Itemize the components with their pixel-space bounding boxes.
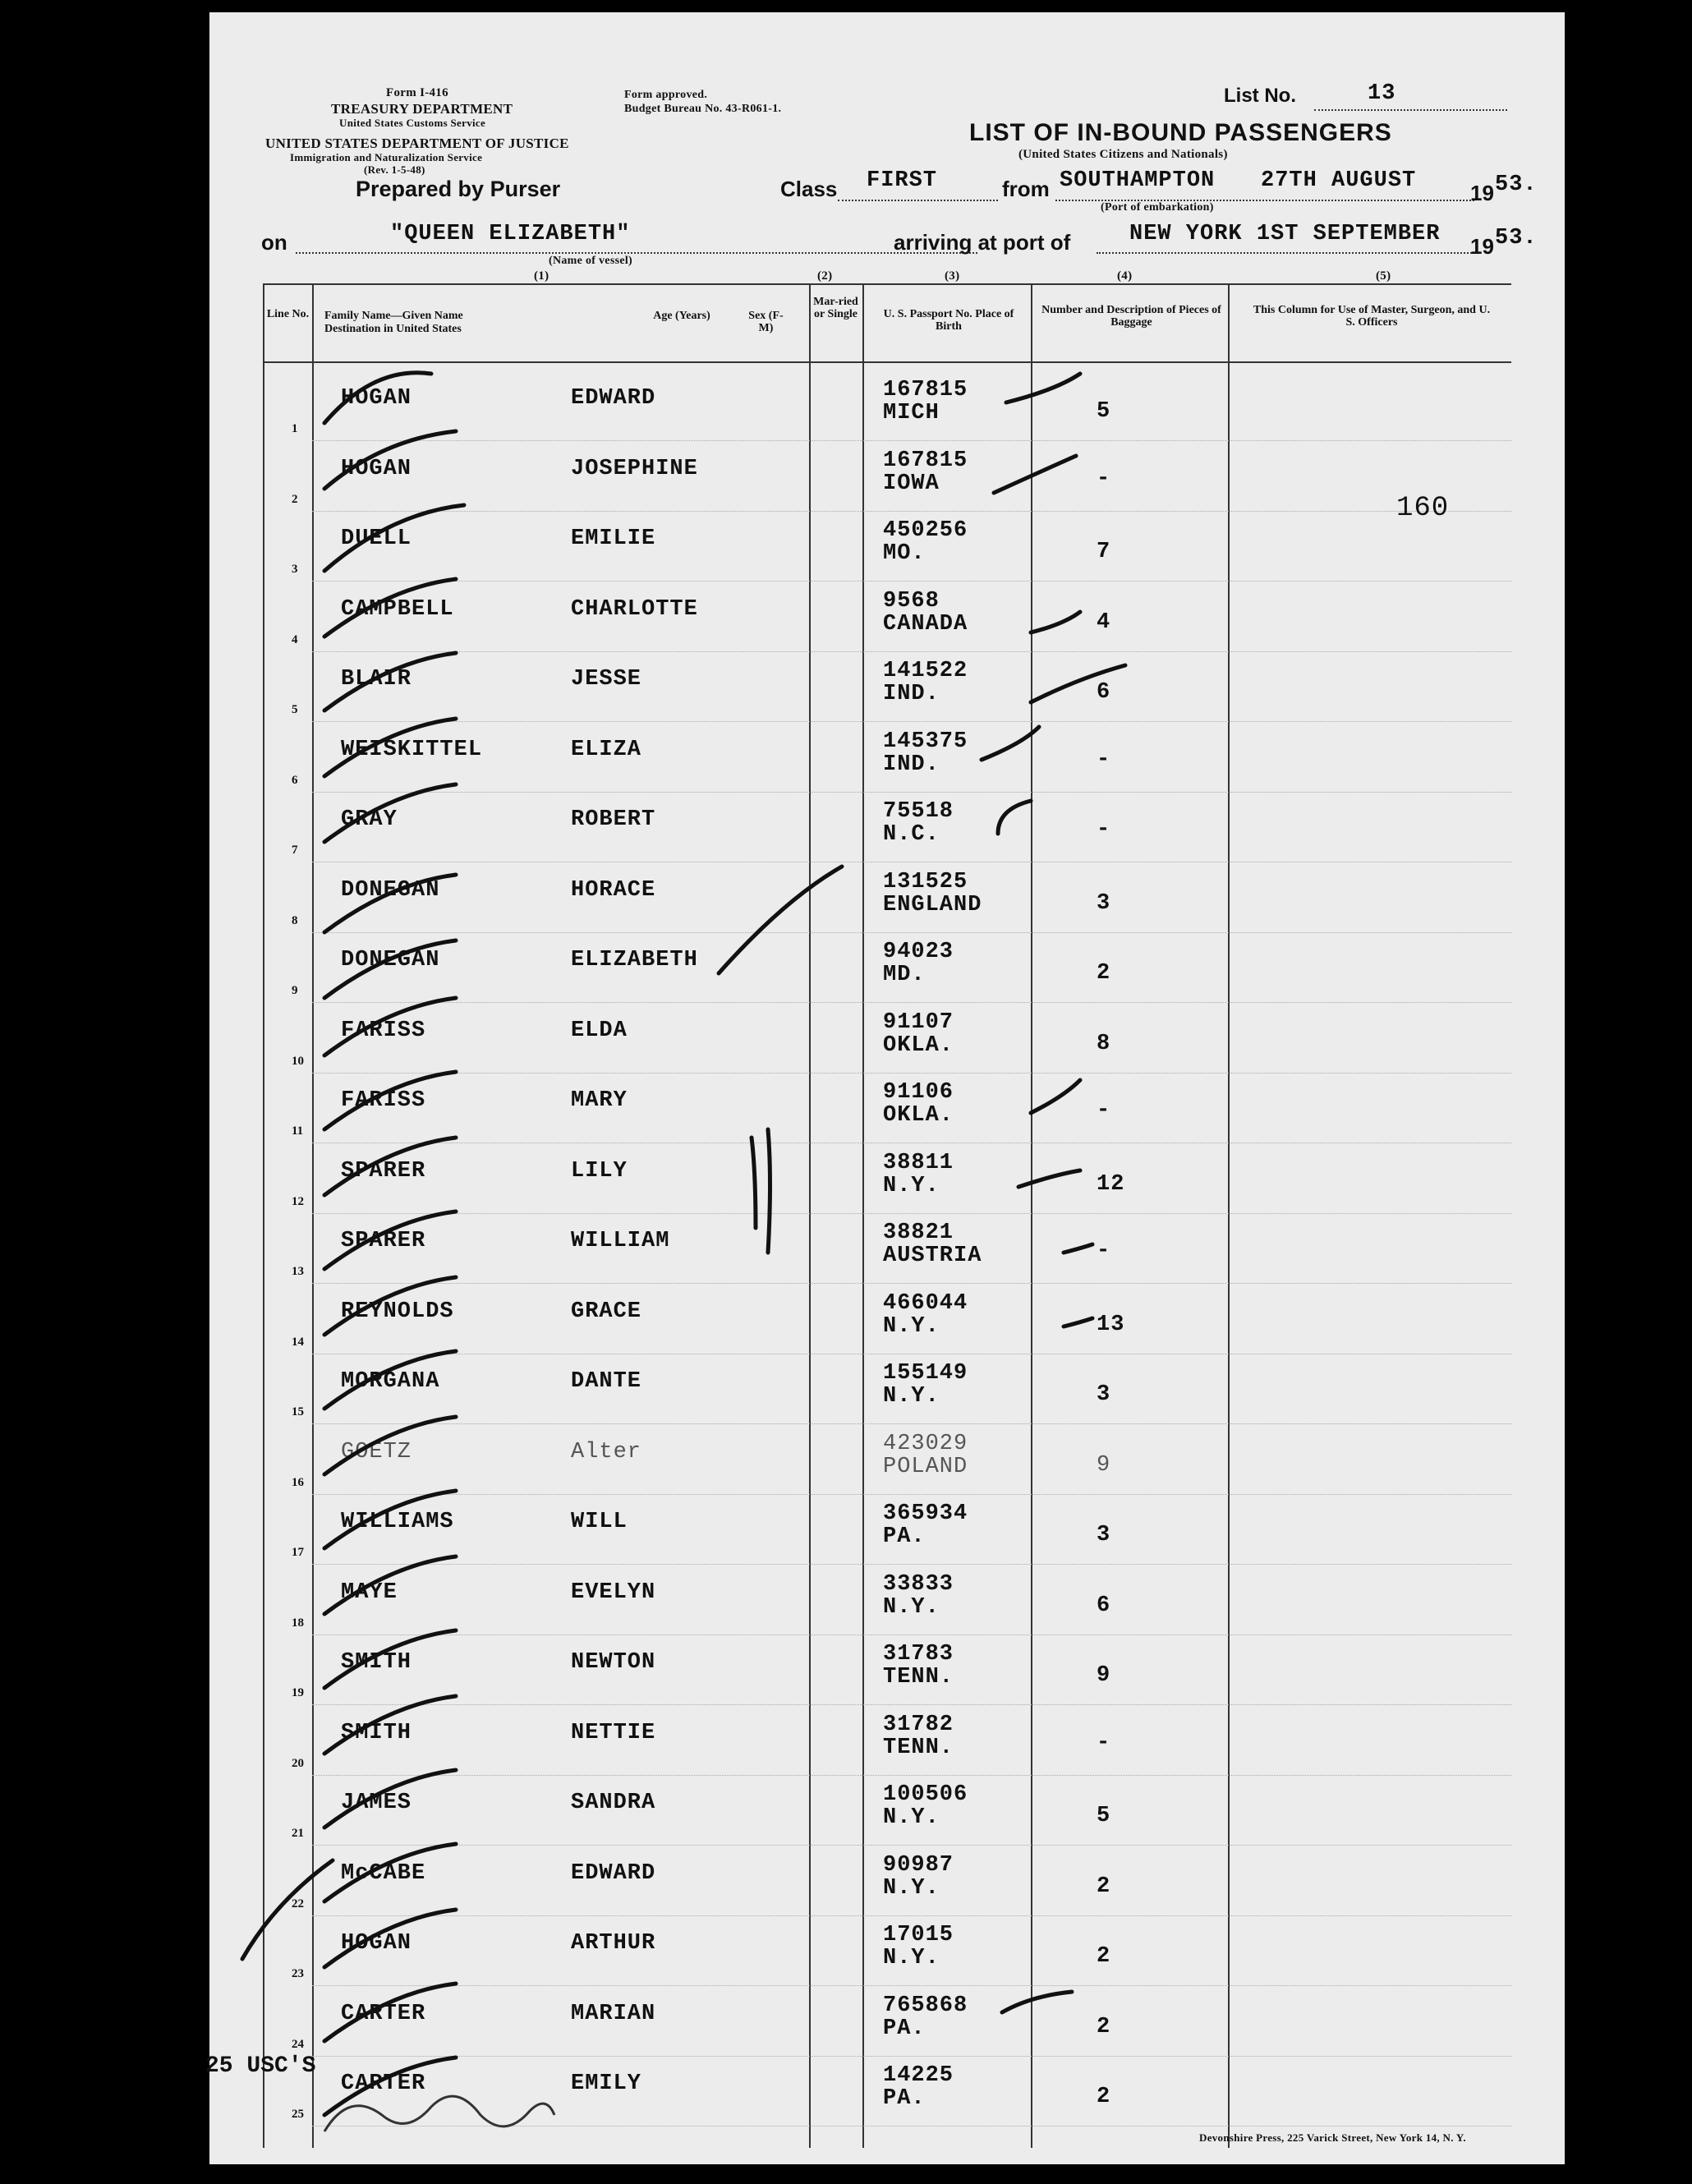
passport-number: 94023 bbox=[883, 940, 954, 964]
baggage-count: 2 bbox=[1097, 1944, 1111, 1969]
given-name: EMILY bbox=[571, 2071, 642, 2096]
table-row bbox=[209, 1354, 1565, 1424]
place-of-birth: N.Y. bbox=[883, 1875, 940, 1901]
baggage-count: 9 bbox=[1097, 1452, 1111, 1478]
family-name: CARTER bbox=[341, 2071, 426, 2096]
table-row bbox=[209, 371, 1565, 441]
table-row bbox=[209, 1916, 1565, 1986]
table-row bbox=[209, 442, 1565, 512]
baggage-count: - bbox=[1097, 466, 1111, 491]
place-of-birth: OKLA. bbox=[883, 1032, 954, 1058]
passport-number: 75518 bbox=[883, 799, 954, 824]
given-name: GRACE bbox=[571, 1299, 642, 1324]
given-name: ROBERT bbox=[571, 807, 656, 832]
line-number: 25 bbox=[292, 2108, 304, 2121]
baggage-count: 5 bbox=[1097, 399, 1111, 424]
family-name: DONEGAN bbox=[341, 948, 440, 972]
table-row bbox=[209, 652, 1565, 722]
document-title: LIST OF IN-BOUND PASSENGERS bbox=[969, 119, 1392, 146]
given-name: CHARLOTTE bbox=[571, 596, 698, 622]
embarkation-date: 27TH AUGUST bbox=[1261, 168, 1417, 193]
family-name: GOETZ bbox=[341, 1439, 412, 1464]
place-of-birth: OKLA. bbox=[883, 1103, 954, 1128]
family-name: WILLIAMS bbox=[341, 1510, 454, 1534]
arriving-label: arriving at port of bbox=[894, 230, 1071, 255]
baggage-count: - bbox=[1097, 1730, 1111, 1755]
table-row bbox=[209, 933, 1565, 1003]
passport-number: 14225 bbox=[883, 2063, 954, 2088]
line-number: 22 bbox=[292, 1897, 304, 1910]
baggage-count: 3 bbox=[1097, 890, 1111, 916]
given-name: NEWTON bbox=[571, 1650, 656, 1675]
justice-dept: UNITED STATES DEPARTMENT OF JUSTICE bbox=[265, 136, 569, 151]
given-name: HORACE bbox=[571, 877, 656, 903]
budget-bureau: Budget Bureau No. 43-R061-1. bbox=[624, 103, 782, 115]
family-name: BLAIR bbox=[341, 667, 412, 692]
col-num-2: (2) bbox=[817, 269, 833, 283]
form-approved: Form approved. bbox=[624, 89, 708, 101]
line-number: 10 bbox=[292, 1054, 304, 1068]
given-name: EDWARD bbox=[571, 1860, 656, 1886]
passport-number: 38811 bbox=[883, 1150, 954, 1175]
passport-number: 31783 bbox=[883, 1642, 954, 1667]
line-number: 11 bbox=[292, 1124, 304, 1138]
place-of-birth: MO. bbox=[883, 541, 926, 566]
revision: (Rev. 1-5-48) bbox=[364, 163, 425, 176]
table-row bbox=[209, 512, 1565, 582]
family-name: CAMPBELL bbox=[341, 596, 454, 622]
manifest-page bbox=[205, 12, 1565, 2164]
family-name: DUELL bbox=[341, 526, 412, 551]
passport-number: 33833 bbox=[883, 1571, 954, 1597]
vessel-caption: (Name of vessel) bbox=[549, 255, 632, 267]
baggage-count: 3 bbox=[1097, 1523, 1111, 1547]
col-num-4: (4) bbox=[1117, 269, 1133, 283]
list-no-value: 13 bbox=[1368, 81, 1396, 106]
line-number: 7 bbox=[292, 844, 298, 857]
baggage-count: 3 bbox=[1097, 1382, 1111, 1407]
place-of-birth: MD. bbox=[883, 963, 926, 987]
signature-scribble bbox=[316, 2066, 563, 2148]
table-row bbox=[209, 1776, 1565, 1846]
place-of-birth: N.Y. bbox=[883, 1313, 940, 1339]
given-name: ELIZABETH bbox=[571, 948, 698, 972]
on-label: on bbox=[261, 230, 287, 255]
passport-number: 423029 bbox=[883, 1431, 968, 1456]
family-name: MAYE bbox=[341, 1579, 398, 1605]
table-row bbox=[209, 1846, 1565, 1916]
baggage-count: 4 bbox=[1097, 609, 1111, 635]
passport-number: 365934 bbox=[883, 1501, 968, 1526]
col-header-sex: Sex (F-M) bbox=[748, 310, 784, 334]
prepared-by: Prepared by Purser bbox=[356, 177, 561, 201]
passport-number: 17015 bbox=[883, 1923, 954, 1947]
arrival-year: 53. bbox=[1495, 226, 1538, 251]
table-row bbox=[209, 793, 1565, 862]
family-name: SMITH bbox=[341, 1650, 412, 1675]
table-row bbox=[209, 1004, 1565, 1074]
baggage-count: - bbox=[1097, 747, 1111, 772]
place-of-birth: PA. bbox=[883, 2086, 926, 2111]
family-name: DONEGAN bbox=[341, 877, 440, 903]
line-number: 13 bbox=[292, 1265, 304, 1278]
place-of-birth: PA. bbox=[883, 2016, 926, 2041]
embarkation-year: 53. bbox=[1495, 172, 1538, 197]
table-row bbox=[209, 1987, 1565, 2057]
passport-number: 9568 bbox=[883, 588, 940, 614]
passport-number: 155149 bbox=[883, 1361, 968, 1386]
baggage-count: 9 bbox=[1097, 1663, 1111, 1688]
place-of-birth: TENN. bbox=[883, 1735, 954, 1760]
given-name: ARTHUR bbox=[571, 1931, 656, 1956]
table-row bbox=[209, 582, 1565, 652]
passport-number: 100506 bbox=[883, 1782, 968, 1807]
line-number: 17 bbox=[292, 1546, 304, 1559]
given-name: MARY bbox=[571, 1088, 628, 1113]
given-name: Alter bbox=[571, 1439, 642, 1464]
officer-annotation: 160 bbox=[1396, 493, 1450, 524]
line-number: 23 bbox=[292, 1967, 304, 1980]
line-number: 14 bbox=[292, 1335, 304, 1349]
baggage-count: 8 bbox=[1097, 1031, 1111, 1056]
punch-hole bbox=[177, 242, 213, 283]
family-name: JAMES bbox=[341, 1791, 412, 1815]
place-of-birth: POLAND bbox=[883, 1454, 968, 1479]
given-name: JESSE bbox=[571, 667, 642, 692]
place-of-birth: N.Y. bbox=[883, 1594, 940, 1620]
table-row bbox=[209, 1635, 1565, 1705]
line-number: 12 bbox=[292, 1194, 304, 1208]
col-header-officers: This Column for Use of Master, Surgeon, and U. S. Officers bbox=[1253, 304, 1491, 329]
baggage-count: 2 bbox=[1097, 961, 1111, 986]
table-row bbox=[209, 1706, 1565, 1776]
passport-number: 131525 bbox=[883, 869, 968, 894]
line-number: 15 bbox=[292, 1405, 304, 1418]
place-of-birth: PA. bbox=[883, 1524, 926, 1549]
place-of-birth: IOWA bbox=[883, 471, 940, 496]
place-of-birth: N.C. bbox=[883, 822, 940, 847]
family-name: FARISS bbox=[341, 1018, 426, 1043]
from-label: from bbox=[1002, 177, 1050, 201]
line-number: 8 bbox=[292, 913, 298, 927]
arrival-port-date: NEW YORK 1ST SEPTEMBER bbox=[1129, 222, 1441, 246]
place-of-birth: IND. bbox=[883, 682, 940, 706]
customs-service: United States Customs Service bbox=[339, 117, 486, 129]
class-label: Class bbox=[780, 177, 838, 201]
class-value: FIRST bbox=[867, 168, 938, 193]
table-row bbox=[209, 1285, 1565, 1354]
col-header-married: Mar-ried or Single bbox=[813, 296, 858, 320]
line-number: 20 bbox=[292, 1756, 304, 1770]
family-name: McCABE bbox=[341, 1860, 426, 1886]
vessel-name: "QUEEN ELIZABETH" bbox=[390, 222, 631, 246]
given-name: EVELYN bbox=[571, 1579, 656, 1605]
port-of-embarkation: SOUTHAMPTON bbox=[1060, 168, 1216, 193]
passport-number: 145375 bbox=[883, 729, 968, 754]
table-row bbox=[209, 1495, 1565, 1565]
passport-number: 450256 bbox=[883, 518, 968, 543]
passport-number: 141522 bbox=[883, 659, 968, 683]
place-of-birth: AUSTRIA bbox=[883, 1244, 982, 1268]
passport-number: 91107 bbox=[883, 1009, 954, 1035]
baggage-count: 6 bbox=[1097, 680, 1111, 705]
place-of-birth: CANADA bbox=[883, 611, 968, 637]
given-name: WILLIAM bbox=[571, 1229, 670, 1253]
line-number: 2 bbox=[292, 492, 298, 506]
table-row bbox=[209, 1425, 1565, 1495]
table-row bbox=[209, 1214, 1565, 1284]
list-no-label: List No. bbox=[1224, 85, 1296, 107]
place-of-birth: TENN. bbox=[883, 1665, 954, 1690]
place-of-birth: N.Y. bbox=[883, 1946, 940, 1970]
line-number: 6 bbox=[292, 773, 298, 787]
family-name: WEISKITTEL bbox=[341, 737, 483, 762]
col-num-5: (5) bbox=[1376, 269, 1391, 283]
given-name: ELIZA bbox=[571, 737, 642, 762]
passport-number: 167815 bbox=[883, 378, 968, 402]
passport-number: 167815 bbox=[883, 448, 968, 473]
baggage-count: 5 bbox=[1097, 1804, 1111, 1828]
col-header-destination: Destination in United States bbox=[324, 323, 462, 335]
baggage-count: 6 bbox=[1097, 1593, 1111, 1618]
passport-number: 38821 bbox=[883, 1221, 954, 1245]
col-header-baggage: Number and Description of Pieces of Baggage bbox=[1041, 304, 1221, 329]
family-name: HOGAN bbox=[341, 1931, 412, 1956]
family-name: HOGAN bbox=[341, 456, 412, 481]
given-name: SANDRA bbox=[571, 1791, 656, 1815]
col-header-age: Age (Years) bbox=[653, 310, 710, 322]
line-number: 5 bbox=[292, 703, 298, 716]
col-header-name: Family Name—Given Name bbox=[324, 310, 463, 322]
baggage-count: 2 bbox=[1097, 1874, 1111, 1899]
line-number: 16 bbox=[292, 1475, 304, 1489]
col-num-3: (3) bbox=[945, 269, 960, 283]
passport-number: 91106 bbox=[883, 1080, 954, 1105]
line-number: 9 bbox=[292, 984, 298, 997]
line-number: 3 bbox=[292, 563, 298, 576]
line-number: 18 bbox=[292, 1616, 304, 1630]
given-name: LILY bbox=[571, 1158, 628, 1184]
table-row bbox=[209, 723, 1565, 793]
baggage-count: - bbox=[1097, 1098, 1111, 1123]
printer-credit: Devonshire Press, 225 Varick Street, New York 14, N. Y. bbox=[1199, 2131, 1466, 2144]
table-row bbox=[209, 1144, 1565, 1214]
treasury-dept: TREASURY DEPARTMENT bbox=[331, 101, 513, 117]
document-subtitle: (United States Citizens and Nationals) bbox=[1018, 148, 1228, 161]
line-number: 1 bbox=[292, 422, 298, 435]
line-number: 21 bbox=[292, 1827, 304, 1840]
passport-number: 90987 bbox=[883, 1852, 954, 1878]
ins-service: Immigration and Naturalization Service bbox=[290, 151, 483, 163]
family-name: SMITH bbox=[341, 1720, 412, 1745]
passport-number: 765868 bbox=[883, 1993, 968, 2018]
line-number: 19 bbox=[292, 1686, 304, 1699]
given-name: DANTE bbox=[571, 1369, 642, 1394]
baggage-count: - bbox=[1097, 1239, 1111, 1263]
family-name: REYNOLDS bbox=[341, 1299, 454, 1324]
given-name: ELDA bbox=[571, 1018, 628, 1043]
family-name: HOGAN bbox=[341, 386, 412, 411]
baggage-count: - bbox=[1097, 817, 1111, 842]
place-of-birth: IND. bbox=[883, 752, 940, 777]
baggage-count: 2 bbox=[1097, 2014, 1111, 2039]
form-number: Form I-416 bbox=[386, 86, 448, 99]
given-name: EDWARD bbox=[571, 386, 656, 411]
year-prefix-2: 19 bbox=[1470, 234, 1494, 259]
family-name: GRAY bbox=[341, 807, 398, 832]
line-number: 24 bbox=[292, 2037, 304, 2051]
line-number: 4 bbox=[292, 632, 298, 646]
family-name: MORGANA bbox=[341, 1369, 440, 1394]
table-row bbox=[209, 1074, 1565, 1143]
place-of-birth: N.Y. bbox=[883, 1805, 940, 1830]
family-name: SPARER bbox=[341, 1229, 426, 1253]
passport-number: 31782 bbox=[883, 1712, 954, 1737]
year-prefix: 19 bbox=[1470, 181, 1494, 205]
place-of-birth: ENGLAND bbox=[883, 892, 982, 917]
family-name: CARTER bbox=[341, 2001, 426, 2026]
table-row bbox=[209, 863, 1565, 933]
family-name: SPARER bbox=[341, 1158, 426, 1184]
given-name: EMILIE bbox=[571, 526, 656, 551]
baggage-count: 2 bbox=[1097, 2085, 1111, 2109]
col-header-line: Line No. bbox=[266, 308, 310, 320]
place-of-birth: MICH bbox=[883, 401, 940, 425]
col-num-1: (1) bbox=[534, 269, 549, 283]
given-name: JOSEPHINE bbox=[571, 456, 698, 481]
given-name: NETTIE bbox=[571, 1720, 656, 1745]
place-of-birth: N.Y. bbox=[883, 1384, 940, 1409]
col-header-passport: U. S. Passport No. Place of Birth bbox=[883, 308, 1014, 333]
place-of-birth: N.Y. bbox=[883, 1173, 940, 1198]
margin-note: 25 USC'S bbox=[205, 2053, 316, 2079]
baggage-count: 13 bbox=[1097, 1312, 1125, 1337]
given-name: MARIAN bbox=[571, 2001, 656, 2026]
baggage-count: 12 bbox=[1097, 1171, 1125, 1197]
baggage-count: 7 bbox=[1097, 540, 1111, 564]
passport-number: 466044 bbox=[883, 1290, 968, 1316]
table-row bbox=[209, 1566, 1565, 1635]
port-embark-caption: (Port of embarkation) bbox=[1101, 201, 1214, 214]
family-name: FARISS bbox=[341, 1088, 426, 1113]
given-name: WILL bbox=[571, 1510, 628, 1534]
